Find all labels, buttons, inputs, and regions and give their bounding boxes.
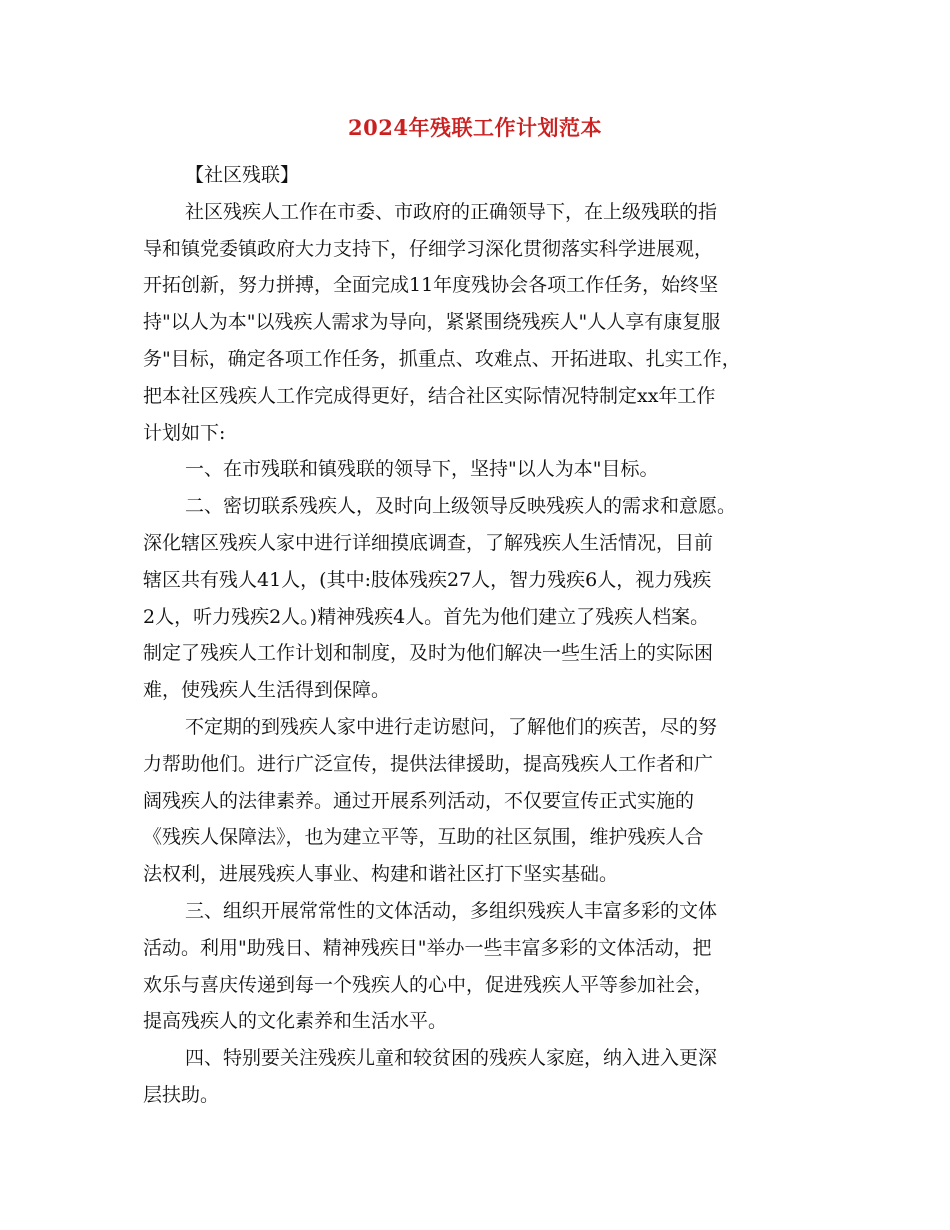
text-line: 一、在市残联和镇残联的领导下，坚持"以人为本"目标。	[185, 458, 659, 481]
document-body	[143, 157, 818, 1114]
text-line: 二、密切联系残疾人，及时向上级领导反映残疾人的需求和意愿。	[185, 495, 737, 518]
text-line: 四、特别要关注残疾儿童和较贫困的残疾人家庭，纳入进入更深	[185, 1047, 718, 1070]
text-line: 深化辖区残疾人家中进行详细摸底调查，了解残疾人生活情况，目前	[143, 531, 714, 554]
text-line: 活动。利用"助残日、精神残疾日"举办一些丰富多彩的文体活动，把	[143, 936, 712, 959]
text-line: 难，使残疾人生活得到保障。	[143, 679, 391, 702]
text-line: 法权利，进展残疾人事业、构建和谐社区打下坚实基础。	[143, 863, 619, 886]
text-line: 把本社区残疾人工作完成得更好，结合社区实际情况特制定xx年工作	[143, 384, 716, 407]
text-line: 力帮助他们。进行广泛宣传，提供法律援助，提高残疾人工作者和广	[143, 752, 714, 775]
text-line: 社区残疾人工作在市委、市政府的正确领导下，在上级残联的指	[185, 200, 718, 223]
text-line: 导和镇党委镇政府大力支持下，仔细学习深化贯彻落实科学进展观，	[143, 237, 714, 260]
text-line: 不定期的到残疾人家中进行走访慰问，了解他们的疾苦，尽的努	[185, 715, 718, 738]
text-line: 提高残疾人的文化素养和生活水平。	[143, 1010, 448, 1033]
text-line: 【社区残联】	[185, 164, 300, 186]
text-line: 务"目标，确定各项工作任务，抓重点、攻难点、开拓进取、扎实工作，	[143, 347, 741, 370]
text-line: 2人，听力残疾2人。)精神残疾4人。首先为他们建立了残疾人档案。	[143, 605, 710, 628]
text-line: 欢乐与喜庆传递到每一个残疾人的心中，促进残疾人平等参加社会，	[143, 973, 714, 996]
text-line: 阔残疾人的法律素养。通过开展系列活动，不仅要宣传正式实施的	[143, 789, 695, 812]
text-line: 《残疾人保障法》，也为建立平等，互助的社区氛围，维护残疾人合	[143, 826, 704, 849]
text-line: 三、组织开展常常性的文体活动，多组织残疾人丰富多彩的文体	[185, 899, 718, 922]
text-line: 持"以人为本"以残疾人需求为导向，紧紧围绕残疾人"人人享有康复服	[143, 311, 721, 334]
text-line: 制定了残疾人工作计划和制度，及时为他们解决一些生活上的实际困	[143, 642, 714, 665]
text-line: 计划如下:	[143, 421, 226, 444]
text-line: 辖区共有残人41人，(其中:肢体残疾27人，智力残疾6人，视力残疾	[143, 568, 712, 591]
document-title: 2024年残联工作计划范本	[348, 115, 602, 140]
text-line: 开拓创新，努力拼搏，全面完成11年度残协会各项工作任务，始终坚	[143, 274, 719, 297]
text-line: 层扶助。	[143, 1083, 220, 1106]
